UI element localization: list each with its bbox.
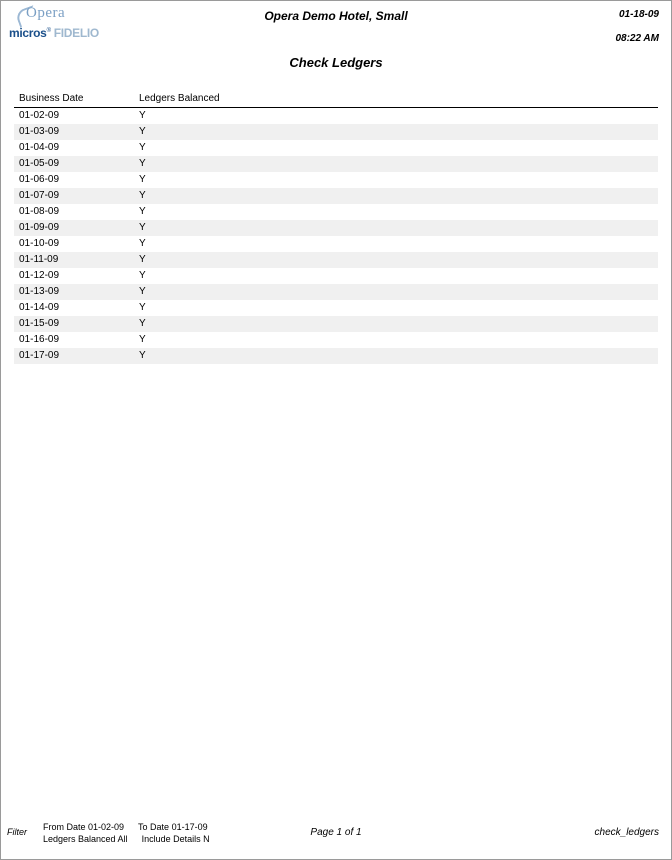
filter-include-details: Include Details N: [141, 834, 210, 844]
table-row: [14, 108, 658, 125]
micros-wordmark: micros® FIDELIO: [9, 26, 99, 40]
cell-ledgers-balanced: Y: [139, 270, 146, 281]
table-row: [14, 156, 658, 172]
cell-business-date: 01-04-09: [19, 142, 60, 153]
column-header-business-date: Business Date: [14, 92, 139, 108]
cell-ledgers-balanced: Y: [139, 174, 146, 185]
table-row: [14, 252, 658, 268]
cell-ledgers-balanced: Y: [139, 284, 658, 300]
cell-business-date: 01-10-09: [19, 238, 60, 249]
cell-ledgers-balanced: Y: [139, 156, 658, 172]
check-ledgers-table: [14, 92, 658, 364]
cell-ledgers-balanced: Y: [139, 334, 146, 345]
filter-from-date: From Date 01-02-09: [43, 822, 125, 832]
table-body: [14, 108, 658, 365]
cell-business-date: 01-07-09: [14, 188, 139, 204]
table-row: [14, 204, 658, 220]
table-header-row: [14, 92, 658, 108]
opera-wordmark: Opera: [26, 5, 66, 21]
table-row: [14, 140, 658, 156]
cell-ledgers-balanced: Y: [139, 316, 658, 332]
column-header-ledgers-balanced: Ledgers Balanced: [139, 92, 658, 108]
cell-business-date: 01-11-09: [14, 252, 139, 268]
cell-business-date: 01-08-09: [19, 206, 60, 217]
cell-ledgers-balanced: Y: [139, 124, 658, 140]
cell-business-date: 01-13-09: [14, 284, 139, 300]
cell-business-date: 01-14-09: [19, 302, 60, 313]
cell-business-date: 01-03-09: [14, 124, 139, 140]
filter-ledgers-balanced: Ledgers Balanced All: [43, 834, 128, 844]
table-header: [14, 92, 658, 108]
table-row: [14, 124, 658, 140]
table-row: [14, 220, 658, 236]
cell-ledgers-balanced: Y: [139, 302, 146, 313]
page-header: [1, 1, 671, 53]
cell-ledgers-balanced: Y: [139, 188, 658, 204]
report-id: check_ledgers: [594, 827, 659, 838]
cell-ledgers-balanced: Y: [139, 142, 146, 153]
cell-ledgers-balanced: Y: [139, 238, 146, 249]
page-title: Check Ledgers: [289, 55, 383, 70]
header-time: 08:22 AM: [615, 33, 659, 44]
table-row: [14, 236, 658, 252]
table-row: [14, 332, 658, 348]
filter-label: Filter: [7, 827, 27, 837]
page-number: Page 1 of 1: [310, 827, 362, 838]
cell-business-date: 01-06-09: [19, 174, 60, 185]
page-footer: [1, 821, 671, 845]
cell-business-date: 01-17-09: [14, 348, 139, 364]
table-row: [14, 300, 658, 316]
cell-ledgers-balanced: Y: [139, 206, 146, 217]
report-table-wrapper: [1, 92, 671, 364]
cell-business-date: 01-09-09: [14, 220, 139, 236]
table-row: [14, 348, 658, 364]
cell-business-date: 01-05-09: [14, 156, 139, 172]
cell-ledgers-balanced: Y: [139, 252, 658, 268]
table-row: [14, 316, 658, 332]
hotel-name: Opera Demo Hotel, Small: [264, 9, 408, 23]
cell-ledgers-balanced: Y: [139, 220, 658, 236]
table-row: [14, 284, 658, 300]
table-row: [14, 188, 658, 204]
cell-ledgers-balanced: Y: [139, 348, 658, 364]
table-row: [14, 268, 658, 284]
header-date: 01-18-09: [618, 9, 659, 20]
cell-ledgers-balanced: Y: [139, 110, 146, 121]
table-row: [14, 172, 658, 188]
cell-business-date: 01-16-09: [19, 334, 60, 345]
cell-business-date: 01-02-09: [19, 110, 60, 121]
cell-business-date: 01-15-09: [14, 316, 139, 332]
cell-business-date: 01-12-09: [19, 270, 60, 281]
filter-to-date: To Date 01-17-09: [138, 822, 208, 832]
